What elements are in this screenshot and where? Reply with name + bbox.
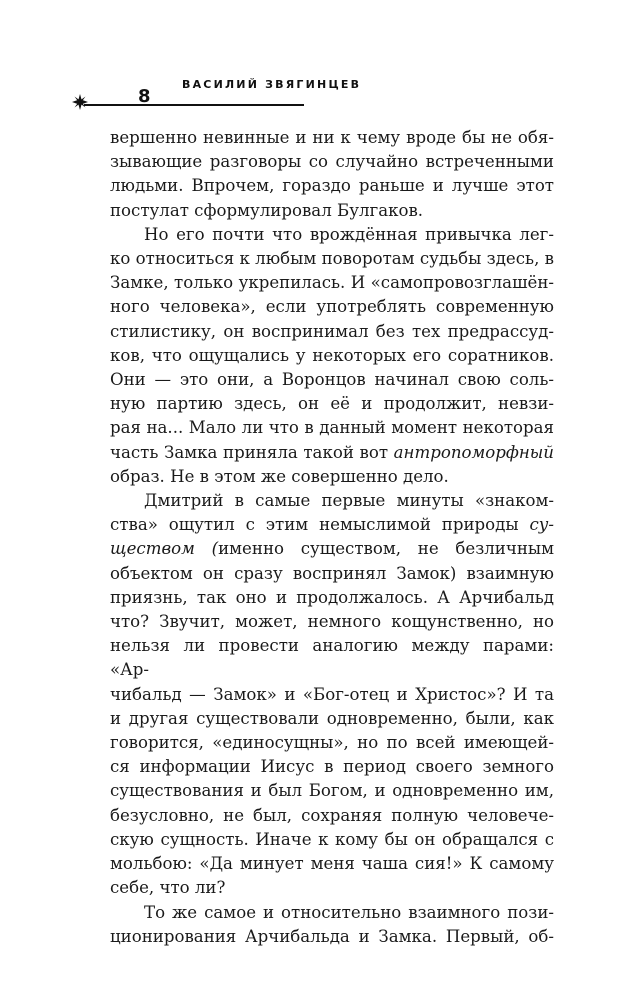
text-line: вершенно невинные и ни к чему вроде бы не обя- [110, 128, 554, 147]
text-line: часть Замка приняла такой вот антропоморфный [110, 442, 554, 462]
text-line: объектом он сразу воспринял Замок) взаимную [110, 563, 554, 583]
text-line: Замке, только укрепилась. И «самопровозглашён- [110, 273, 554, 293]
text-line: Дмитрий в самые первые минуты «знаком- [144, 491, 554, 511]
text-line: и другая существовали одновременно, были, как [110, 708, 554, 728]
text-line: что? Звучит, может, немного кощунственно, но [110, 612, 554, 632]
text-line: зывающие разговоры со случайно встреченными [110, 152, 554, 172]
text-line: существования и был Богом, и одновременно им, [110, 781, 554, 801]
text-line: То же самое и относительно взаимного пози- [144, 902, 554, 922]
text-line: ся информации Иисус в период своего земного [110, 757, 554, 777]
text-line: ционирования Арчибальда и Замка. Первый, об- [110, 926, 554, 946]
text-line: Но его почти что врождённая привычка лег- [144, 224, 554, 244]
text-line: приязнь, так оно и продолжалось. А Арчибальд [110, 587, 554, 607]
text-line: стилистику, он воспринимал без тех предрассуд- [110, 321, 554, 341]
star-ornament-icon [72, 94, 88, 110]
text-line: мольбою: «Да минует меня чаша сия!» К самому [110, 854, 554, 874]
paragraph [110, 901, 554, 949]
author-name: ВАСИЛИЙ ЗВЯГИНЦЕВ [182, 78, 362, 91]
text-line: говорится, «единосущны», но по всей имеющей- [110, 733, 554, 753]
paragraph [110, 489, 554, 900]
text-line: себе, что ли? [110, 878, 226, 898]
text-line: рая на... Мало ли что в данный момент некоторая [110, 418, 554, 438]
text-line: скую сущность. Иначе к кому бы он обращался с [110, 829, 554, 849]
text-line: Они — это они, а Воронцов начинал свою соль- [110, 370, 554, 390]
paragraph [110, 223, 554, 489]
text-line: ства» ощутил с этим немыслимой природы су- [110, 515, 554, 535]
text-line: людьми. Впрочем, гораздо раньше и лучше этот [110, 176, 554, 196]
page-number: 8 [138, 86, 151, 107]
text-line: ков, что ощущались у некоторых его соратников. [110, 345, 554, 365]
body-text [110, 126, 554, 949]
paragraph [110, 126, 554, 223]
header-rule [84, 104, 304, 106]
text-line: ко относиться к любым поворотам судьбы здесь, в [110, 249, 554, 269]
text-line: ного человека», если употреблять современную [110, 297, 554, 317]
text-line: ную партию здесь, он её и продолжит, невзи- [110, 394, 554, 414]
text-line: постулат сформулировал Булгаков. [110, 200, 424, 220]
text-line: нельзя ли провести аналогию между парами: «Ар- [110, 636, 554, 680]
text-line: чибальд — Замок» и «Бог-отец и Христос»? И та [110, 684, 554, 704]
running-header [72, 74, 552, 114]
text-line: безусловно, не был, сохраняя полную человече- [110, 805, 554, 825]
text-line: образ. Не в этом же совершенно дело. [110, 466, 449, 486]
text-line: ществом (именно существом, не безличным [110, 539, 554, 559]
